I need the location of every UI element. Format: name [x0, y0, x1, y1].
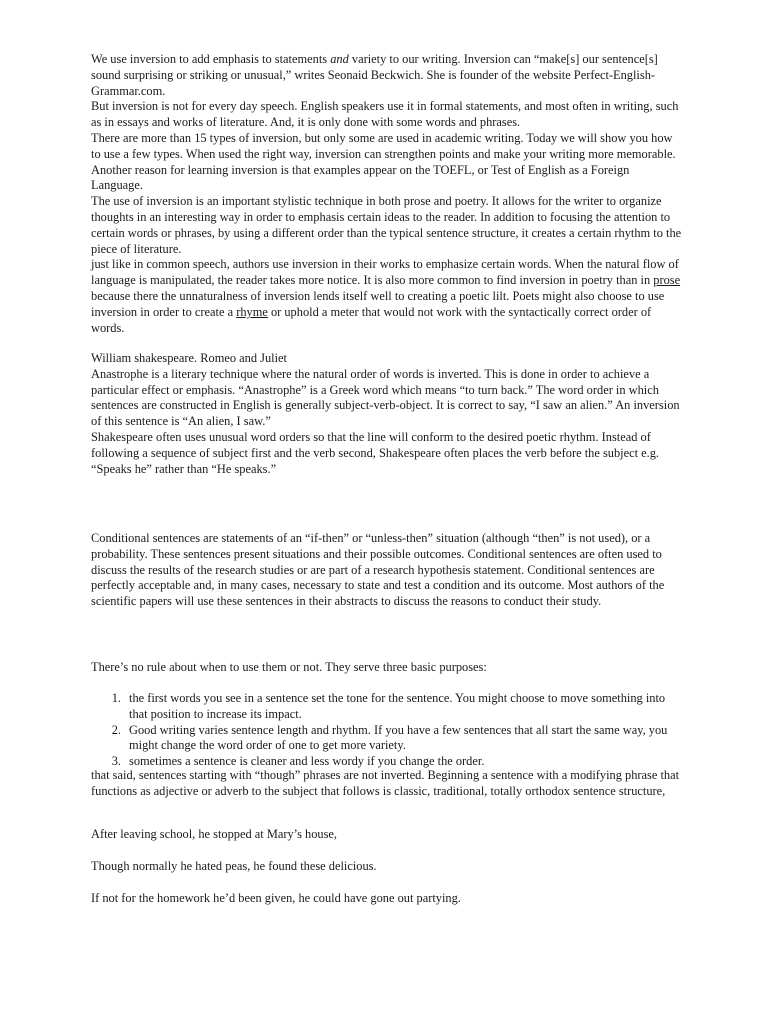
list-item — [91, 691, 671, 723]
shakespeare-section — [91, 351, 683, 477]
paragraph-types-of-inversion: There are more than 15 types of inversion, but only some are used in academic writing. Today we will show you how to use a few types. When used the right way, inversion can strengthen points and make your writing more memorable. Another reason for learning inversion is that examples appear on the TOEFL, or Test of English as a Foreign Language. — [91, 130, 676, 193]
paragraph-poetry-inversion: just like in common speech, authors use inversion in their works to emphasize certain words. When the natural flow of language is manipulated, the reader takes more notice. It is also more common to find inversion in poetry than in prose because there the unnaturalness of inversion lends itself well to creating a poetic lilt. Poets might also choose to use inversion in order to create a rhyme or uphold a meter that would not work with the syntactically correct order of words. — [91, 257, 681, 335]
paragraph-conditional-sentences: Conditional sentences are statements of an “if-then” or “unless-then” situation (although “then” is not used), or a probability. These sentences present situations and their possible outcomes. Conditional sentences are often used to discuss the results of the research studies or are part of a research hypothesis statement. Conditional sentences are perfectly acceptable and, in many cases, necessary to state and test a condition and its outcome. Most authors of the scientific papers will use these sentences in their abstracts to discuss the reasons to conduct their study. — [91, 531, 665, 609]
intro-section — [91, 52, 683, 336]
list-number: 1. — [111, 691, 121, 705]
paragraph-anastrophe: Anastrophe is a literary technique where the natural order of words is inverted. This is done in order to achieve a particular effect or emphasis. “Anastrophe” is a Greek word which means “to turn back.” The word order in which sentences are constructed in English is generally subject-verb-object. It is correct to say, “I saw an alien.” An inversion of this sentence is “An alien, I saw.” — [91, 366, 680, 429]
paragraph-three-purposes: There’s no rule about when to use them or not. They serve three basic purposes: — [91, 660, 487, 674]
list-text: sometimes a sentence is cleaner and less wordy if you change the order. — [129, 754, 485, 769]
example-sentence: Though normally he hated peas, he found these delicious. — [91, 859, 377, 873]
example-1 — [91, 827, 683, 843]
example-sentence: If not for the homework he’d been given, he could have gone out partying. — [91, 891, 461, 905]
paragraph-stylistic-technique: The use of inversion is an important stylistic technique in both prose and poetry. It allows for the writer to organize thoughts in an interesting way in order to emphasis certain ideas to the reader. In addition to focusing the attention to certain words or phrases, by using a different order than the typical sentence structure, it creates a certain rhythm to the piece of literature. — [91, 194, 682, 256]
rhyme-link[interactable]: rhyme — [236, 304, 268, 319]
purposes-intro — [91, 660, 683, 676]
purposes-list — [91, 691, 671, 770]
shakespeare-heading: William shakespeare. Romeo and Juliet — [91, 351, 287, 365]
though-section — [91, 768, 683, 800]
example-3 — [91, 891, 683, 907]
paragraph-inversion-intro: We use inversion to add emphasis to statements and variety to our writing. Inversion can “make[s] our sentence[s] sound surprising or striking or unusual,” writes Seonaid Beckwich. She is founder of the website Perfect-English-Grammar.com. — [91, 52, 658, 98]
list-item — [91, 723, 671, 755]
list-number: 3. — [111, 754, 121, 769]
paragraph-formal-usage: But inversion is not for every day speech. English speakers use it in formal statements, and most often in writing, such as in essays and works of literature. And, it is only done with some words and phrases. — [91, 99, 679, 130]
emphasis-and: and — [330, 52, 349, 66]
conditional-section — [91, 531, 683, 610]
example-sentence: After leaving school, he stopped at Mary’s house, — [91, 827, 338, 841]
list-text: Good writing varies sentence length and rhythm. If you have a few sentences that all start the same way, you might change the word order of one to get more variety. — [129, 722, 668, 753]
paragraph-though-phrases: that said, sentences starting with “though” phrases are not inverted. Beginning a sentence with a modifying phrase that functions as adjective or adverb to the subject that follows is classic, traditional, totally orthodox sentence structure, — [91, 768, 680, 798]
list-number: 2. — [111, 722, 121, 737]
list-text: the first words you see in a sentence set the tone for the sentence. You might choose to move something into that position to increase its impact. — [129, 691, 666, 721]
prose-link[interactable]: prose — [653, 273, 681, 288]
example-2 — [91, 859, 683, 875]
paragraph-shakespeare-word-order: Shakespeare often uses unusual word orders so that the line will conform to the desired poetic rhythm. Instead of following a sequence of subject first and the verb second, Shakespeare often places the verb before the subject e.g. “Speaks he” rather than “He speaks.” — [91, 429, 660, 476]
